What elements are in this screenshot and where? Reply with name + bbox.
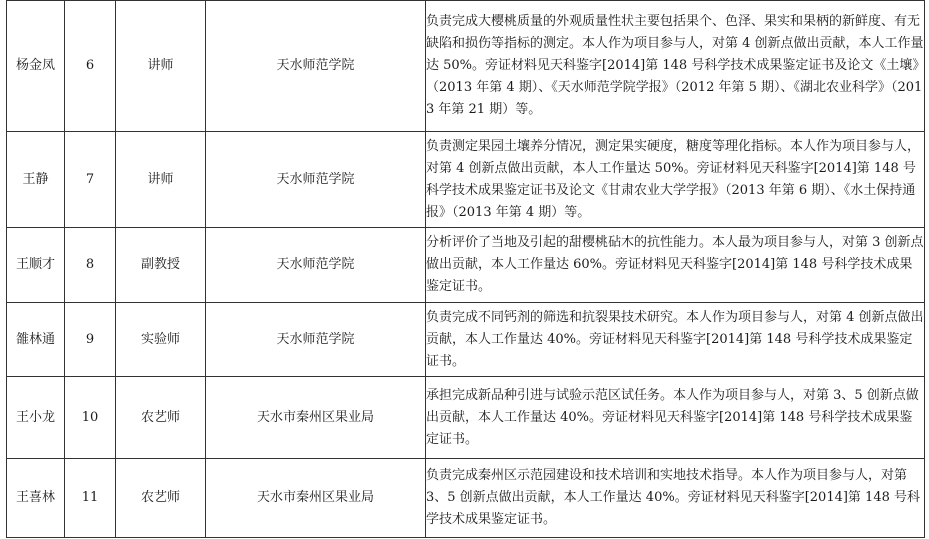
rank-number-cell: 10 bbox=[65, 377, 116, 459]
table-row bbox=[7, 228, 925, 303]
rank-number-cell: 6 bbox=[65, 1, 116, 132]
work-unit-cell: 天水师范学院 bbox=[206, 228, 426, 303]
person-name-cell: 雒林通 bbox=[7, 303, 65, 377]
contribution-description-cell: 负责测定果园土壤养分情况，测定果实硬度，糖度等理化指标。本人作为项目参与人，对第 4 创新点做出贡献，本人工作量达 50%。旁证材料见天科鉴字[2014]第 148 号科学技术成果鉴定证书及论文《甘肃农业大学学报》（2013 年第 6 期）、《水土保持通报》（2013 年第 4 期）等。 bbox=[426, 132, 925, 228]
contribution-description-cell: 负责完成大樱桃质量的外观质量性状主要包括果个、色泽、果实和果柄的新鲜度、有无缺陷和损伤等指标的测定。本人作为项目参与人，对第 4 创新点做出贡献，本人工作量达 50%。旁证材料见天科鉴字[2014]第 148 号科学技术成果鉴定证书及论文《土壤》（2013 年第 4 期）、《天水师范学院学报》（2012 年第 5 期）、《湖北农业科学》（2013 年第 21 期）等。 bbox=[426, 1, 925, 132]
work-unit-cell: 天水市秦州区果业局 bbox=[206, 377, 426, 459]
table-row bbox=[7, 377, 925, 459]
person-name-cell: 王静 bbox=[7, 132, 65, 228]
job-title-cell: 副教授 bbox=[116, 228, 206, 303]
work-unit-cell: 天水市秦州区果业局 bbox=[206, 459, 426, 538]
rank-number-cell: 7 bbox=[65, 132, 116, 228]
person-name-cell: 王顺才 bbox=[7, 228, 65, 303]
work-unit-cell: 天水师范学院 bbox=[206, 1, 426, 132]
work-unit-cell: 天水师范学院 bbox=[206, 303, 426, 377]
table-row bbox=[7, 1, 925, 132]
job-title-cell: 讲师 bbox=[116, 1, 206, 132]
contribution-description-cell: 承担完成新品种引进与试验示范区试任务。本人作为项目参与人，对第 3、5 创新点做出贡献，本人工作量达 40%。旁证材料见天科鉴字[2014]第 148 号科学技术成果鉴定证书。 bbox=[426, 377, 925, 459]
person-name-cell: 杨金凤 bbox=[7, 1, 65, 132]
rank-number-cell: 11 bbox=[65, 459, 116, 538]
rank-number-cell: 8 bbox=[65, 228, 116, 303]
contribution-description-cell: 负责完成秦州区示范园建设和技术培训和实地技术指导。本人作为项目参与人，对第 3、5 创新点做出贡献，本人工作量达 40%。旁证材料见天科鉴字[2014]第 148 号科学技术成果鉴定证书。 bbox=[426, 459, 925, 538]
contributors-table bbox=[6, 0, 925, 538]
rank-number-cell: 9 bbox=[65, 303, 116, 377]
table-row bbox=[7, 132, 925, 228]
table-row bbox=[7, 459, 925, 538]
job-title-cell: 实验师 bbox=[116, 303, 206, 377]
job-title-cell: 讲师 bbox=[116, 132, 206, 228]
work-unit-cell: 天水师范学院 bbox=[206, 132, 426, 228]
person-name-cell: 王喜林 bbox=[7, 459, 65, 538]
job-title-cell: 农艺师 bbox=[116, 459, 206, 538]
contribution-description-cell: 负责完成不同钙剂的筛选和抗裂果技术研究。本人作为项目参与人，对第 4 创新点做出贡献，本人工作量达 40%。旁证材料见天科鉴字[2014]第 148 号科学技术成果鉴定证书。 bbox=[426, 303, 925, 377]
contribution-description-cell: 分析评价了当地及引起的甜樱桃砧木的抗性能力。本人最为项目参与人，对第 3 创新点做出贡献，本人工作量达 60%。旁证材料见天科鉴字[2014]第 148 号科学技术成果鉴定证书。 bbox=[426, 228, 925, 303]
job-title-cell: 农艺师 bbox=[116, 377, 206, 459]
table-row bbox=[7, 303, 925, 377]
person-name-cell: 王小龙 bbox=[7, 377, 65, 459]
